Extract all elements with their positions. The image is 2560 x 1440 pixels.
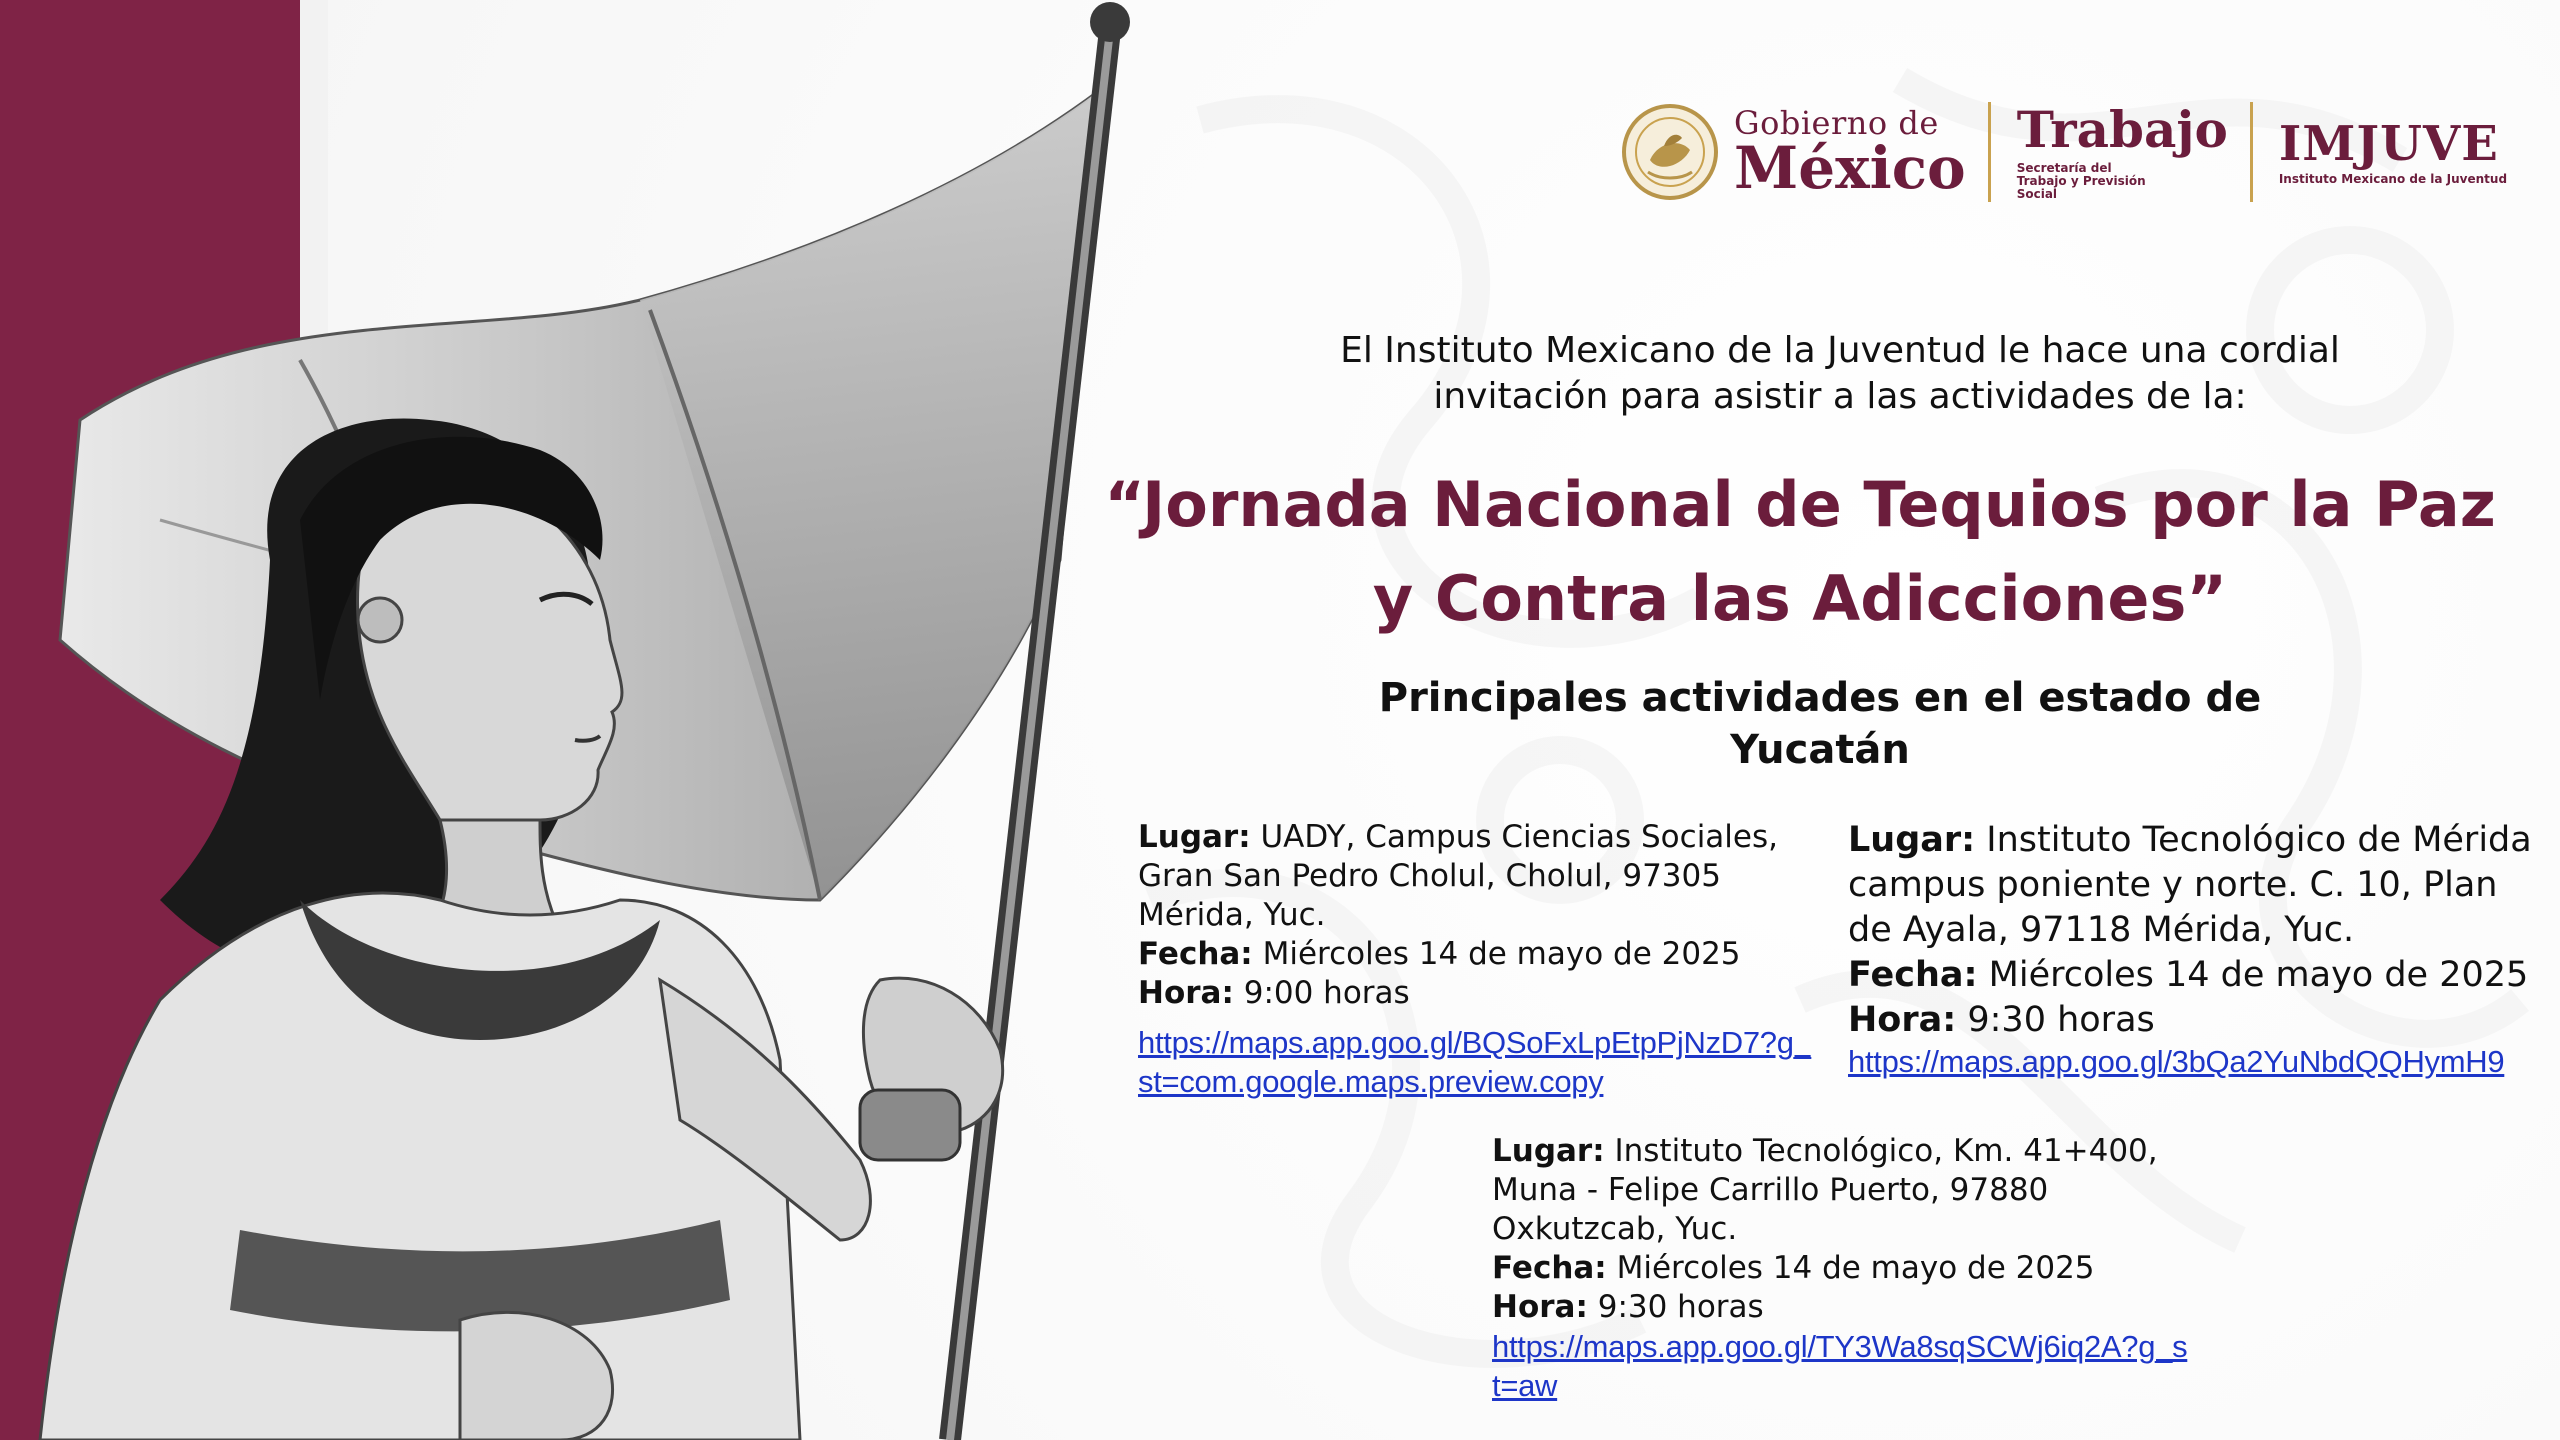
trabajo-big-text: Trabajo (2016, 99, 2228, 159)
location-hora: Hora: 9:00 horas (1138, 975, 1410, 1011)
trabajo-logo (2016, 99, 2228, 201)
event-title (1100, 458, 2500, 646)
gobierno-de-mexico-logo (1734, 104, 1966, 202)
location-card-tec-oxkutzcab (1492, 1132, 2192, 1405)
imjuve-big-text: IMJUVE (2278, 115, 2499, 172)
title-line-1: “Jornada Nacional de Tequios por la Paz (1104, 468, 2496, 541)
map-link-tec-oxkutzcab[interactable]: https://maps.app.goo.gl/TY3Wa8sqSCWj6iq2A?g_st=aw (1492, 1329, 2188, 1403)
gobierno-small-text: Gobierno de (1734, 104, 1939, 142)
gobierno-big-text: México (1734, 134, 1966, 202)
subtitle-line-1: Principales actividades en el estado de (1378, 675, 2262, 721)
woman-with-flag-illustration-icon (0, 0, 1160, 1440)
logo-divider (1988, 102, 1991, 202)
map-link-uady[interactable]: https://maps.app.goo.gl/BQSoFxLpEtpPjNzD7?g_st=com.google.maps.preview.copy (1138, 1025, 1811, 1099)
mexico-seal-icon (1620, 102, 1720, 202)
location-hora: Hora: 9:30 horas (1848, 1000, 2155, 1040)
logo-bar (1620, 92, 2507, 212)
location-hora: Hora: 9:30 horas (1492, 1289, 1764, 1325)
location-lugar: Lugar: UADY, Campus Ciencias Sociales, Gran San Pedro Cholul, Cholul, 97305 Mérida, Yuc. (1138, 819, 1778, 933)
location-fecha: Fecha: Miércoles 14 de mayo de 2025 (1138, 936, 1741, 972)
location-card-tec-merida (1848, 818, 2548, 1080)
location-lugar: Lugar: Instituto Tecnológico, Km. 41+400, Muna - Felipe Carrillo Puerto, 97880 Oxkutzcab, Yuc. (1492, 1133, 2158, 1247)
imjuve-small-text: Instituto Mexicano de la Juventud (2278, 171, 2508, 186)
location-lugar: Lugar: Instituto Tecnológico de Mérida campus poniente y norte. C. 10, Plan de Ayala, 97118 Mérida, Yuc. (1848, 820, 2532, 950)
location-card-uady (1138, 818, 1818, 1101)
intro-line-1: El Instituto Mexicano de la Juventud le hace una cordial (1340, 330, 2340, 371)
location-fecha: Fecha: Miércoles 14 de mayo de 2025 (1848, 955, 2529, 995)
activities-subtitle (1320, 672, 2320, 776)
intro-line-2: invitación para asistir a las actividades de la: (1433, 376, 2247, 417)
logo-divider (2250, 102, 2253, 202)
invitation-intro (1260, 328, 2420, 420)
imjuve-logo (2278, 115, 2508, 186)
location-fecha: Fecha: Miércoles 14 de mayo de 2025 (1492, 1250, 2095, 1286)
map-link-tec-merida[interactable]: https://maps.app.goo.gl/3bQa2YuNbdQQHymH9 (1848, 1044, 2505, 1079)
trabajo-small-text: Secretaría del Trabajo y Previsión Social (2016, 161, 2146, 201)
subtitle-line-2: Yucatán (1730, 727, 1910, 773)
title-line-2: y Contra las Adicciones” (1372, 562, 2228, 635)
